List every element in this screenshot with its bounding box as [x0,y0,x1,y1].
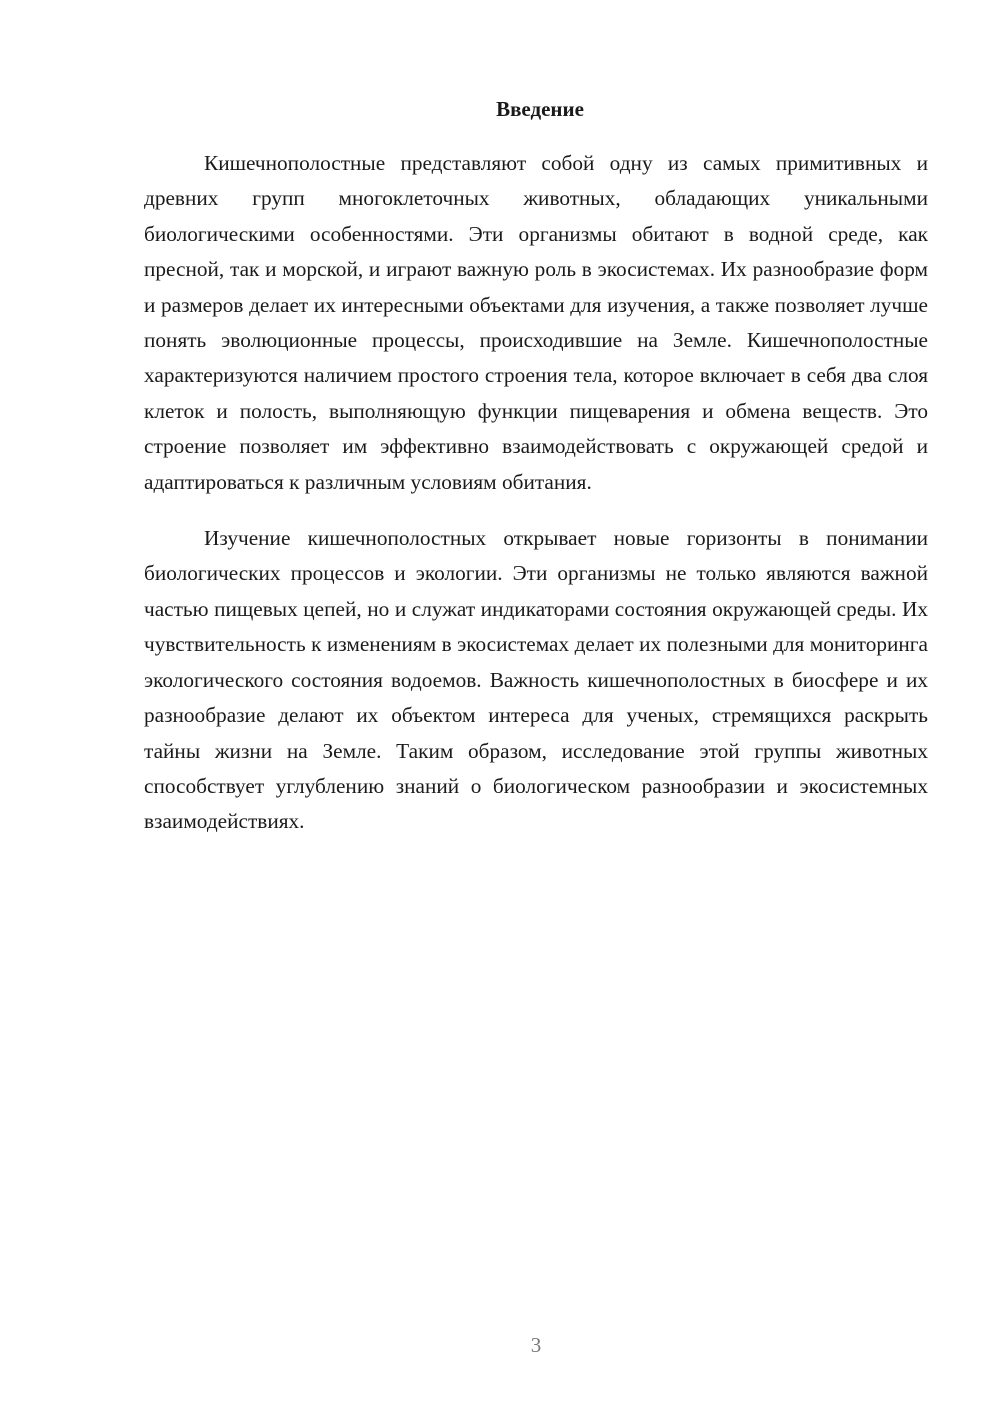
paragraph-2: Изучение кишечнополостных открывает новые горизонты в понимании биологических процессов и экологии. Эти организмы не только являются важной частью пищевых цепей, но и служат индикаторами состояния окружающей среды. Их чувствительность к изменениям в экосистемах делает их полезными для мониторинга экологического состояния водоемов. Важность кишечнополостных в биосфере и их разнообразие делают их объектом интереса для ученых, стремящихся раскрыть тайны жизни на Земле. Таким образом, исследование этой группы животных способствует углублению знаний о биологическом разнообразии и экосистемных взаимодействиях. [144,526,928,834]
page-content [144,92,928,840]
page-number: 3 [530,1333,542,1357]
section-title: Введение [496,97,584,121]
paragraph-1: Кишечнополостные представляют собой одну из самых примитивных и древних групп многоклеточных животных, обладающих уникальными биологическими особенностями. Эти организмы обитают в водной среде, как пресной, так и морской, и играют важную роль в экосистемах. Их разнообразие форм и размеров делает их интересными объектами для изучения, а также позволяет лучше понять эволюционные процессы, происходившие на Земле. Кишечнополостные характеризуются наличием простого строения тела, которое включает в себя два слоя клеток и полость, выполняющую функции пищеварения и обмена веществ. Это строение позволяет им эффективно взаимодействовать с окружающей средой и адаптироваться к различным условиям обитания. [144,151,928,494]
